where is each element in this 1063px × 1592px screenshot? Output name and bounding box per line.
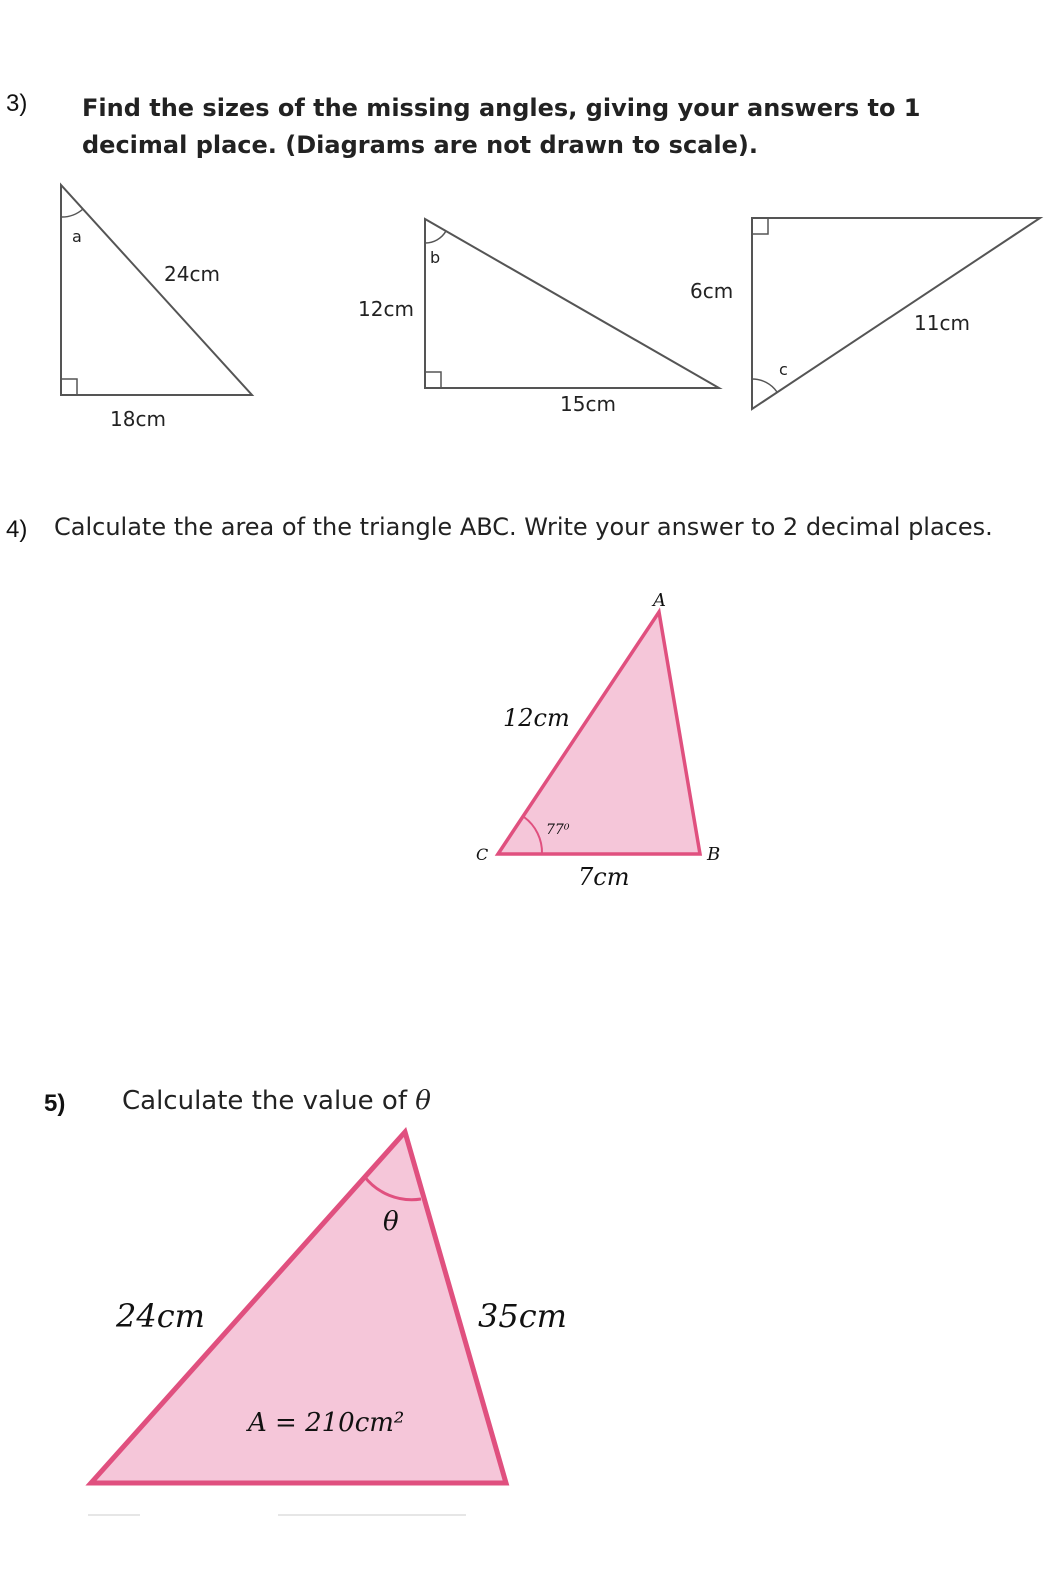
- question-4-text: Calculate the area of the triangle ABC. Write your answer to 2 decimal places.: [54, 513, 993, 541]
- triangle-c: [690, 218, 1040, 409]
- triangle-c-angle-label: c: [779, 360, 788, 379]
- triangle-a: [61, 185, 252, 431]
- side-ca-label: 12cm: [503, 704, 570, 732]
- triangle-a-hyp-label: 24cm: [164, 262, 220, 286]
- vertex-a-label: A: [653, 590, 666, 611]
- triangle-b-outline: [425, 219, 719, 388]
- triangle-theta: [91, 1132, 567, 1483]
- question-5-number: 5): [44, 1090, 66, 1117]
- vertex-b-label: B: [707, 844, 721, 865]
- question-5-theta-symbol: θ: [415, 1086, 431, 1116]
- triangle-abc-shape: [498, 612, 700, 854]
- side-right-label: 35cm: [478, 1297, 567, 1335]
- side-cb-label: 7cm: [578, 863, 630, 891]
- vertex-c-label: C: [476, 845, 489, 864]
- theta-angle-label: θ: [383, 1207, 399, 1237]
- triangle-abc: [476, 590, 720, 891]
- triangle-b-base-label: 15cm: [560, 392, 616, 416]
- triangle-a-angle-arc: [61, 209, 83, 217]
- angle-c-label: 77⁰: [546, 822, 570, 838]
- question-3-text: Find the sizes of the missing angles, giving your answers to 1 decimal place. (Diagrams are not drawn to scale).: [82, 94, 921, 159]
- triangle-b: [358, 219, 719, 416]
- triangle-a-outline: [61, 185, 252, 395]
- triangle-c-outline: [752, 218, 1040, 409]
- triangle-b-right-angle-mark: [425, 372, 441, 388]
- question-3-number: 3): [6, 90, 28, 117]
- triangle-c-angle-arc: [752, 379, 777, 392]
- triangle-a-base-label: 18cm: [110, 407, 166, 431]
- triangle-a-angle-label: a: [72, 227, 82, 246]
- triangle-b-angle-arc: [425, 231, 446, 243]
- triangle-b-angle-label: b: [430, 248, 441, 267]
- triangle-c-right-angle-mark: [752, 218, 768, 234]
- triangle-a-right-angle-mark: [61, 379, 77, 395]
- question-4-number: 4): [6, 516, 28, 543]
- triangle-c-hyp-label: 11cm: [914, 311, 970, 335]
- triangle-c-side-label: 6cm: [690, 279, 734, 303]
- area-label: A = 210cm²: [248, 1408, 405, 1438]
- question-5-text-label: Calculate the value of: [122, 1086, 407, 1116]
- side-left-label: 24cm: [116, 1297, 205, 1335]
- triangle-b-side-label: 12cm: [358, 297, 414, 321]
